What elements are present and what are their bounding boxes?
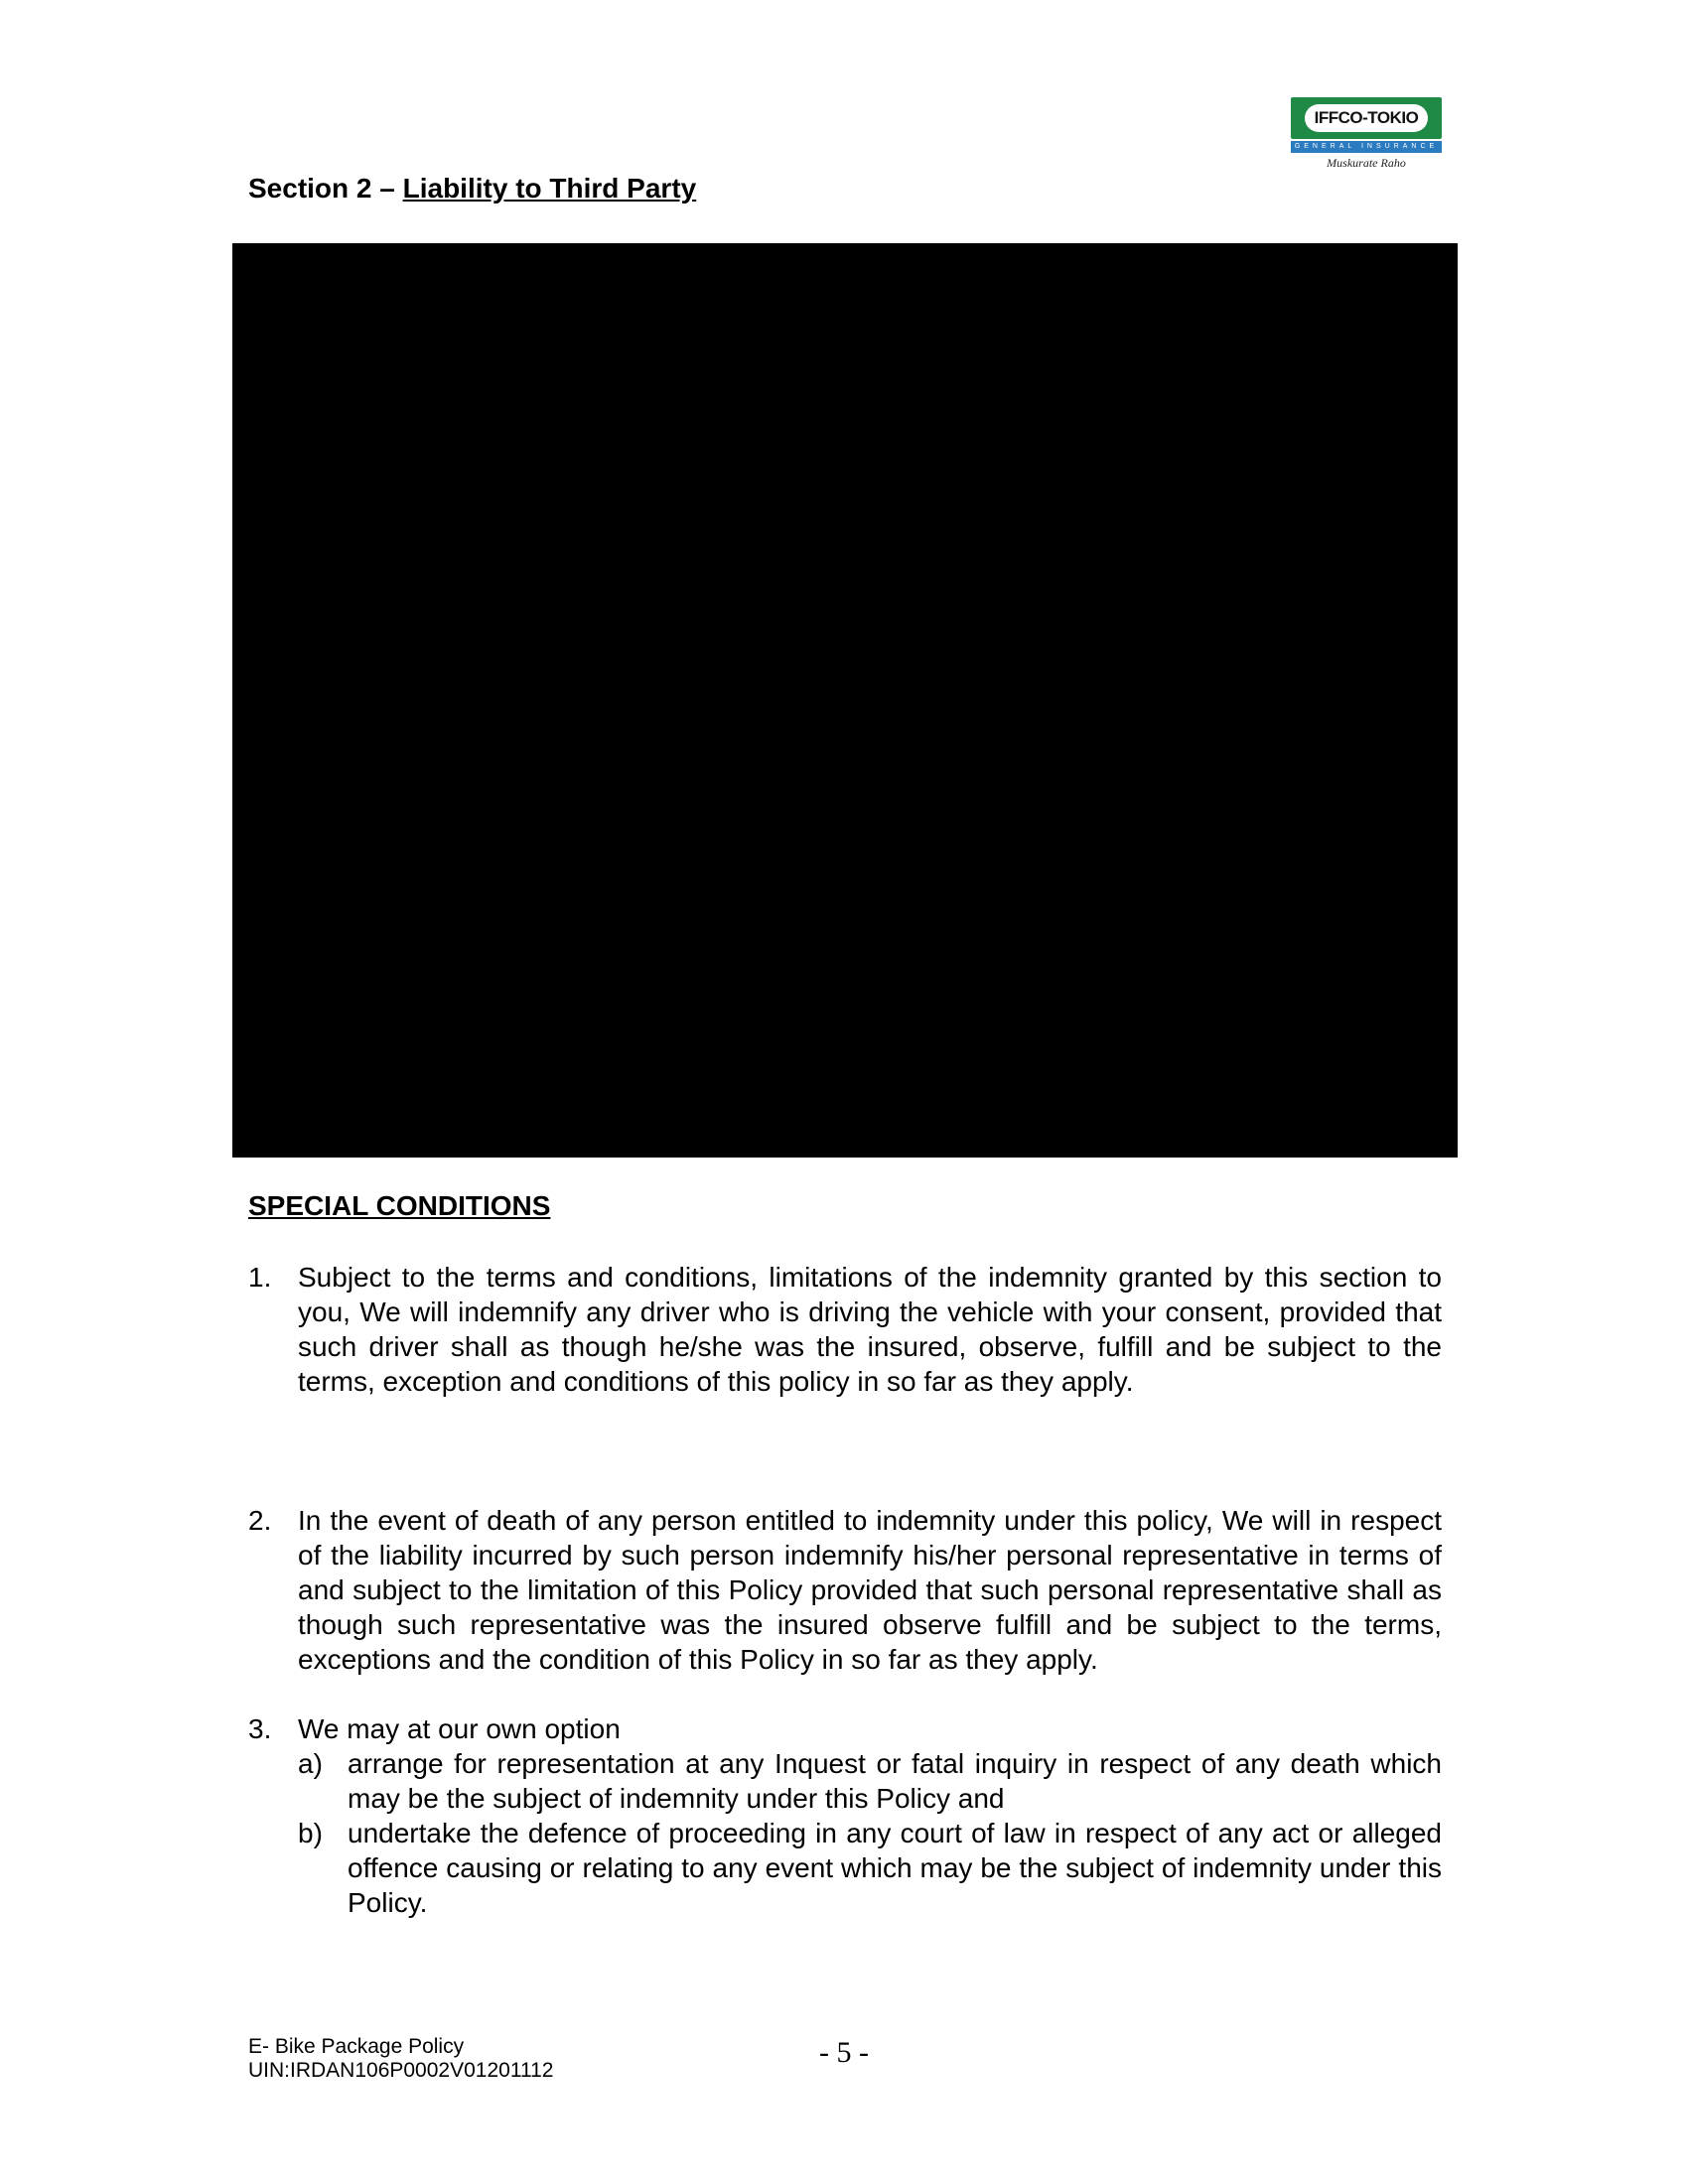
footer-policy-name: E- Bike Package Policy — [248, 2035, 465, 2058]
special-conditions-heading: SPECIAL CONDITIONS — [248, 1190, 551, 1221]
subitem-text: undertake the defence of proceeding in any court of law in respect of any act or alleged offence causing or relating to any event which may be the subject of indemnity under this Policy. — [348, 1818, 1442, 1918]
condition-text: We may at our own option — [298, 1713, 621, 1744]
logo-brand-text: IFFCO-TOKIO — [1305, 104, 1428, 132]
subitem-letter: b) — [298, 1818, 323, 1848]
condition-number: 2. — [248, 1505, 272, 1536]
condition-item-3 — [248, 1711, 1442, 1920]
condition-number: 3. — [248, 1713, 272, 1744]
page-number: - 5 - — [819, 2036, 869, 2069]
footer-uin: UIN:IRDAN106P0002V01201112 — [248, 2059, 554, 2082]
section-title — [248, 173, 696, 205]
logo-tagline: Muskurate Raho — [1327, 156, 1406, 170]
company-logo — [1291, 97, 1442, 177]
condition-number: 1. — [248, 1262, 272, 1293]
section-prefix: Section 2 – — [248, 173, 403, 204]
condition-item-2 — [248, 1503, 1442, 1677]
footer-policy-info — [248, 2035, 553, 2083]
logo-green-box — [1291, 97, 1442, 139]
subitem-letter: a) — [298, 1748, 323, 1779]
logo-band-text: GENERAL INSURANCE — [1291, 141, 1442, 153]
redacted-table-area — [232, 243, 1458, 1158]
condition-text: In the event of death of any person entitled to indemnity under this policy, We will in respect of the liability incurred by such person indemnify his/her personal representative in terms of and subject to the limitation of this Policy provided that such personal representative shall as though such representative was the insured observe fulfill and be subject to the terms, exceptions and the condition of this Policy in so far as they apply. — [298, 1505, 1442, 1675]
condition-subitem-b — [298, 1816, 1442, 1920]
condition-text: Subject to the terms and conditions, limitations of the indemnity granted by this section to you, We will indemnify any driver who is driving the vehicle with your consent, provided that such driver shall as though he/she was the insured, observe, fulfill and be subject to the terms, exception and conditions of this policy in so far as they apply. — [298, 1262, 1442, 1397]
section-name: Liability to Third Party — [402, 173, 697, 204]
condition-item-1 — [248, 1260, 1442, 1399]
subitem-text: arrange for representation at any Inquest or fatal inquiry in respect of any death which may be the subject of indemnity under this Policy and — [348, 1748, 1442, 1814]
condition-subitem-a — [298, 1746, 1442, 1816]
